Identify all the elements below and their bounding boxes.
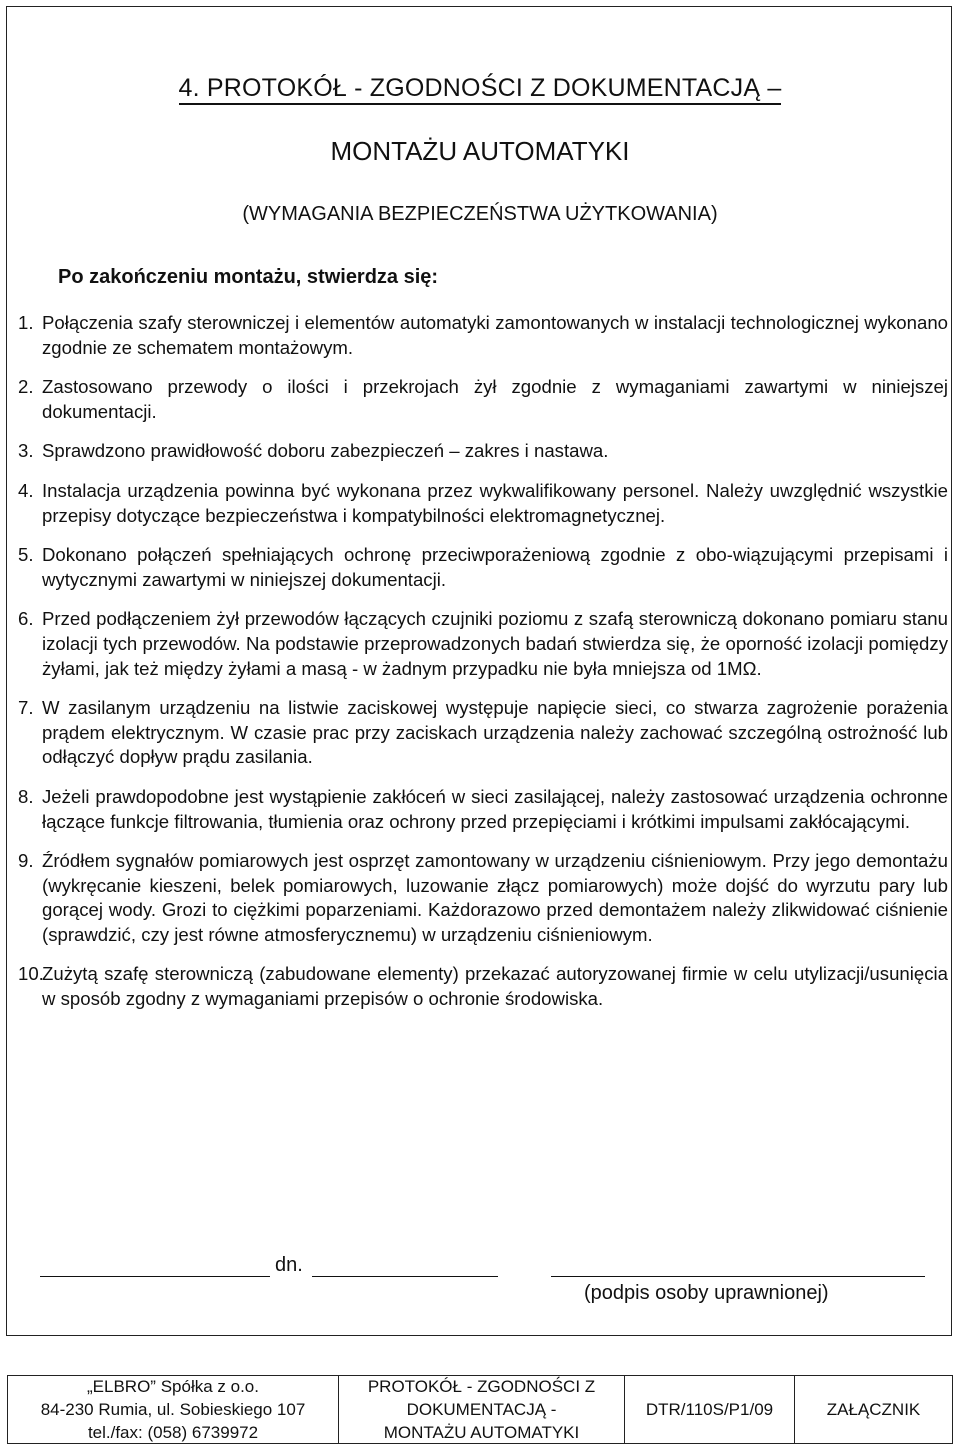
- document-title-line1: 4. PROTOKÓŁ - ZGODNOŚCI Z DOKUMENTACJĄ –: [179, 74, 782, 105]
- list-item: [18, 696, 948, 770]
- document-title-line2: MONTAŻU AUTOMATYKI: [330, 136, 630, 166]
- item-text: Sprawdzono prawidłowość doboru zabezpieczeń – zakres i nastawa.: [42, 440, 609, 462]
- list-item: [18, 479, 948, 528]
- list-item: [18, 962, 948, 1011]
- item-number: 5.: [18, 544, 34, 566]
- item-number: 4.: [18, 479, 34, 501]
- date-line: [312, 1276, 498, 1277]
- document-title: [0, 74, 960, 103]
- item-number: 9.: [18, 850, 34, 872]
- company-phone: tel./fax: (058) 6739972: [87, 1423, 259, 1442]
- findings-list: [18, 311, 948, 1027]
- item-text: Zastosowano przewody o ilości i przekrojach żył zgodnie z wymaganiami zawartymi w niniejszej dokumentacji.: [42, 376, 948, 422]
- footer-doc-code: [625, 1376, 795, 1443]
- item-number: 10.: [18, 963, 44, 985]
- company-name: „ELBRO” Spółka z o.o.: [87, 1377, 259, 1396]
- item-text: Dokonano połączeń spełniających ochronę przeciwporażeniową zgodnie z obo-wiązującymi przepisami i wytycznymi zawartymi w niniejszej dokumentacji.: [42, 544, 948, 590]
- list-item: [18, 375, 948, 424]
- item-number: 1.: [18, 312, 34, 333]
- footer-doc-title-line2: DOKUMENTACJĄ -: [406, 1400, 557, 1419]
- document-subtitle: (WYMAGANIA BEZPIECZEŃSTWA UŻYTKOWANIA): [242, 203, 718, 225]
- item-number: 8.: [18, 785, 34, 807]
- item-text: W zasilanym urządzeniu na listwie zaciskowej występuje napięcie sieci, co stwarza zagrożenie porażenia prądem elektrycznym. W czasie prac przy zaciskach urządzenia należy zachować szczególną ostrożność lub odłączyć dopływ prądu zasilania.: [42, 697, 948, 768]
- list-item: [18, 607, 948, 681]
- footer-attachment: [795, 1376, 952, 1443]
- company-address: 84-230 Rumia, ul. Sobieskiego 107: [40, 1400, 306, 1419]
- place-line: [40, 1276, 270, 1277]
- item-number: 2.: [18, 376, 34, 398]
- item-number: 7.: [18, 697, 34, 719]
- footer-doc-title-line1: PROTOKÓŁ - ZGODNOŚCI Z: [367, 1377, 596, 1396]
- attachment-label: ZAŁĄCZNIK: [826, 1400, 921, 1419]
- intro-statement: Po zakończeniu montażu, stwierdza się:: [58, 266, 439, 288]
- signature-line: [551, 1276, 925, 1277]
- doc-code: DTR/110S/P1/09: [645, 1400, 774, 1419]
- list-item: [18, 311, 948, 360]
- document-footer: [7, 1375, 953, 1444]
- signature-caption: (podpis osoby uprawnionej): [584, 1282, 829, 1304]
- date-label: dn.: [275, 1254, 303, 1276]
- item-number: 3.: [18, 440, 34, 462]
- footer-doc-title-line3: MONTAŻU AUTOMATYKI: [383, 1423, 580, 1442]
- item-text: Jeżeli prawdopodobne jest wystąpienie zakłóceń w sieci zasilającej, należy zastosować urządzenia ochronne łączące funkcje filtrowania, tłumienia oraz ochrony przed przepięciami i krótkimi impulsami zakłócającymi.: [42, 785, 948, 832]
- list-item: [18, 543, 948, 592]
- list-item: [18, 439, 948, 464]
- list-item: [18, 785, 948, 834]
- footer-doc-title: [339, 1376, 625, 1443]
- footer-company: [8, 1376, 339, 1443]
- item-text: Zużytą szafę sterowniczą (zabudowane elementy) przekazać autoryzowanej firmie w celu utylizacji/usunięcia w sposób zgodny z wymaganiami przepisów o ochronie środowiska.: [42, 963, 948, 1010]
- item-text: Połączenia szafy sterowniczej i elementów automatyki zamontowanych w instalacji technologicznej wykonano zgodnie ze schematem montażowym.: [42, 312, 948, 358]
- item-number: 6.: [18, 608, 34, 630]
- list-item: [18, 849, 948, 947]
- item-text: Przed podłączeniem żył przewodów łączących czujniki poziomu z szafą sterowniczą dokonano pomiaru stanu izolacji tych przewodów. Na podstawie przeprowadzonych badań stwierdza się, że oporność izolacji pomiędzy żyłami, jak też między żyłami a masą - w żadnym przypadku nie była mniejsza od 1MΩ.: [42, 608, 948, 679]
- item-text: Instalacja urządzenia powinna być wykonana przez wykwalifikowany personel. Należy uwzględnić wszystkie przepisy dotyczące bezpieczeństwa i kompatybilności elektromagnetycznej.: [42, 479, 948, 526]
- signature-area: [0, 1254, 960, 1322]
- item-text: Źródłem sygnałów pomiarowych jest osprzęt zamontowany w urządzeniu ciśnieniowym. Przy jego demontażu (wykręcanie kieszeni, belek pomiarowych, luzowanie złącz pomiarowych) może dojść do wyrzutu pary lub gorącej wody. Grozi to ciężkimi poparzeniami. Każdorazowo przed demontażem należy zlikwidować ciśnienie (sprawdzić, czy jest równe atmosferycznemu) w urządzeniu ciśnieniowym.: [42, 850, 948, 945]
